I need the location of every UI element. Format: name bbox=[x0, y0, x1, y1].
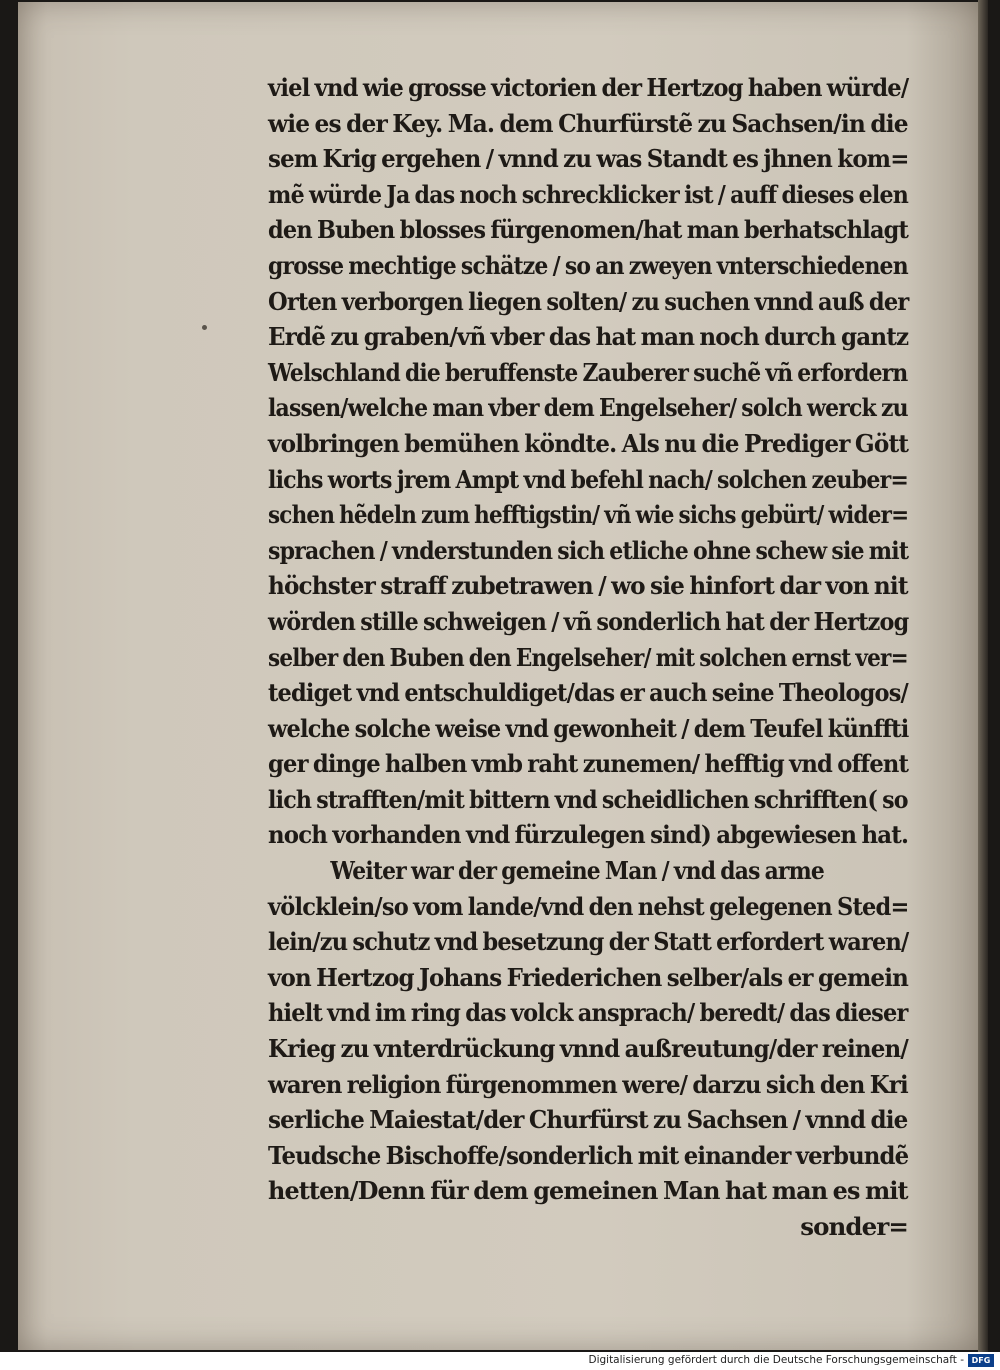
dfg-logo: DFG bbox=[968, 1354, 994, 1367]
text-line: welche solche weise vnd gewonheit / dem Teufel künffti bbox=[268, 713, 909, 743]
text-line: lich strafften/mit bittern vnd scheidlichen schrifften( so bbox=[268, 784, 908, 814]
text-line: lein/zu schutz vnd besetzung der Statt erfordert waren/ bbox=[268, 927, 909, 957]
text-line: ger dinge halben vmb raht zunemen/ hefftig vnd offent bbox=[268, 749, 909, 779]
text-line: hetten/Denn für dem gemeinen Man hat man es mit bbox=[268, 1176, 908, 1206]
text-line: viel vnd wie grosse victorien der Hertzog haben würde/ bbox=[268, 73, 909, 102]
body-text bbox=[268, 70, 908, 1245]
text-line: lassen/welche man vber dem Engelseher/ solch werck zu bbox=[268, 393, 908, 423]
text-line: schen hẽdeln zum hefftigstin/ vñ wie sichs gebürt/ wider= bbox=[268, 500, 909, 530]
text-line: selber den Buben den Engelseher/ mit solchen ernst ver= bbox=[268, 642, 908, 672]
text-line: Welschland die beruffenste Zauberer suchẽ vñ erfordern bbox=[268, 357, 908, 387]
text-line: volbringen bemühen köndte. Als nu die Prediger Gött bbox=[268, 428, 909, 458]
catchword: sonder= bbox=[800, 1212, 908, 1241]
text-line: wie es der Key. Ma. dem Churfürstẽ zu Sachsen/in die bbox=[268, 108, 908, 138]
text-line: lichs worts jrem Ampt vnd befehl nach/ solchen zeuber= bbox=[268, 464, 909, 494]
paragraph-start-line: Weiter war der gemeine Man / vnd das arme bbox=[330, 856, 825, 886]
text-line: tediget vnd entschuldiget/das er auch seine Theologos/ bbox=[268, 678, 908, 708]
text-line: hielt vnd im ring das volck ansprach/ beredt/ das dieser bbox=[268, 998, 908, 1028]
text-line: sem Krig ergehen / vnnd zu was Standt es jhnen kom= bbox=[268, 144, 909, 174]
text-line: den Buben blosses fürgenomen/hat man berhatschlagt bbox=[268, 215, 909, 245]
text-line: waren religion fürgenommen were/ darzu sich den Kri bbox=[268, 1069, 908, 1099]
text-line: Erdẽ zu graben/vñ vber das hat man noch durch gantz bbox=[268, 322, 909, 352]
text-line: völcklein/so vom lande/vnd den nehst gelegenen Sted= bbox=[268, 891, 909, 921]
text-line: noch vorhanden vnd fürzulegen sind) abgewiesen hat. bbox=[268, 820, 909, 850]
text-line: von Hertzog Johans Friederichen selber/als er gemein bbox=[268, 962, 908, 992]
text-line: Krieg zu vnterdrückung vnnd außreutung/der reinen/ bbox=[268, 1034, 908, 1064]
digitization-credit: Digitalisierung gefördert durch die Deutsche Forschungsgemeinschaft - bbox=[588, 1354, 964, 1366]
paper-speck bbox=[202, 325, 207, 330]
page-edge-shadow bbox=[978, 0, 988, 1352]
text-line: grosse mechtige schätze / so an zweyen vnterschiedenen bbox=[268, 250, 908, 280]
text-line: wörden stille schweigen / vñ sonderlich hat der Hertzog bbox=[268, 606, 909, 636]
text-line: serliche Maiestat/der Churfürst zu Sachsen / vnnd die bbox=[268, 1105, 908, 1135]
text-line: sprachen / vnderstunden sich etliche ohne schew sie mit bbox=[268, 535, 909, 565]
text-line: höchster straff zubetrawen / wo sie hinfort dar von nit bbox=[268, 571, 908, 601]
text-line: Teudsche Bischoffe/sonderlich mit einander verbundẽ bbox=[268, 1140, 909, 1170]
text-line: mẽ würde Ja das noch schrecklicker ist / auff dieses elen bbox=[268, 179, 908, 209]
text-line: Orten verborgen liegen solten/ zu suchen vnnd auß der bbox=[268, 286, 909, 316]
